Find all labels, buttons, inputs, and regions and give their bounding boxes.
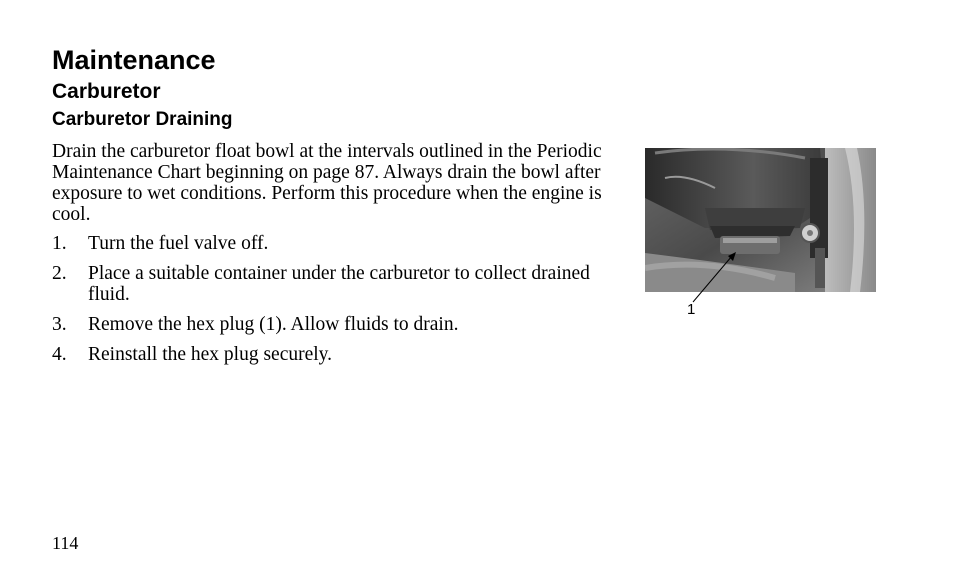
step-text: Place a suitable container under the carburetor to collect drained fluid.: [88, 263, 590, 305]
step-number: 2.: [52, 263, 67, 284]
carburetor-photo: [645, 148, 876, 292]
intro-paragraph: Drain the carburetor float bowl at the intervals outlined in the Periodic Maintenance Chart beginning on page 87. Always drain the bowl after exposure to wet conditions. Perform this procedure when the engine is cool.: [52, 141, 602, 225]
topic-title: Carburetor Draining: [52, 109, 233, 130]
section-title: Maintenance: [52, 45, 216, 75]
step-number: 3.: [52, 314, 67, 335]
step-number: 4.: [52, 344, 67, 365]
step-text: Remove the hex plug (1). Allow fluids to drain.: [88, 314, 459, 335]
callout-leader-line: [690, 250, 740, 305]
carburetor-photo-illustration: [645, 148, 876, 292]
procedure-steps: [52, 233, 612, 374]
callout-label: 1: [687, 301, 696, 318]
subsection-title: Carburetor: [52, 80, 161, 103]
step-item: [52, 314, 612, 335]
step-number: 1.: [52, 233, 67, 254]
step-text: Turn the fuel valve off.: [88, 233, 269, 254]
step-item: [52, 233, 612, 254]
step-item: [52, 344, 612, 365]
step-text: Reinstall the hex plug securely.: [88, 344, 333, 365]
page-number: 114: [52, 533, 79, 553]
step-item: [52, 263, 612, 305]
